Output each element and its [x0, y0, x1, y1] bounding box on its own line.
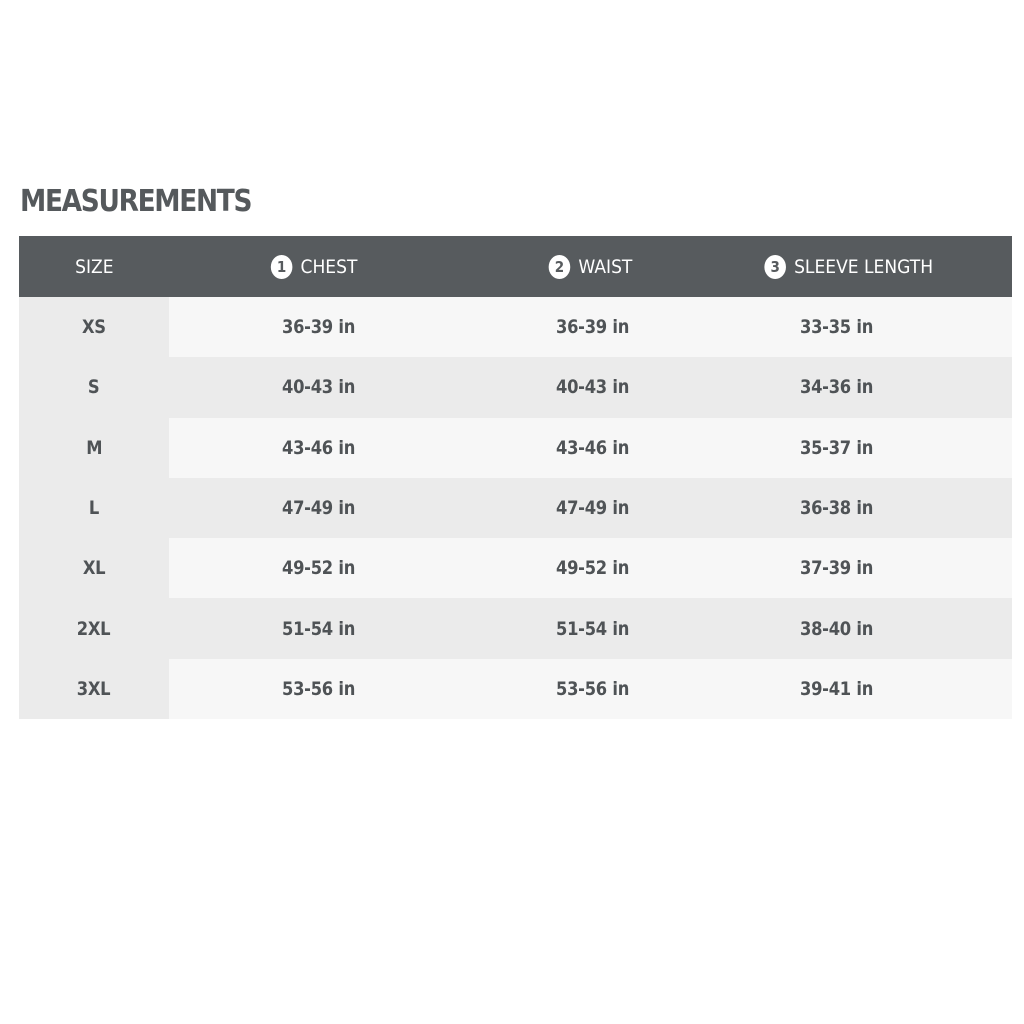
chest-cell: 40-43 in [169, 357, 469, 417]
header-size [19, 236, 169, 297]
chest-cell: 49-52 in [169, 538, 469, 598]
page-title: MEASUREMENTS [20, 184, 252, 219]
waist-cell: 40-43 in [469, 357, 674, 417]
size-cell: S [19, 357, 169, 417]
chest-cell: 53-56 in [169, 659, 469, 719]
waist-cell: 53-56 in [469, 659, 674, 719]
size-cell: XS [19, 297, 169, 357]
header-chest [169, 236, 469, 297]
sleeve-cell: 35-37 in [674, 418, 1012, 478]
header-sleeve-length [674, 236, 1012, 297]
sleeve-cell: 33-35 in [674, 297, 1012, 357]
waist-cell: 51-54 in [469, 598, 674, 658]
waist-cell: 49-52 in [469, 538, 674, 598]
chest-cell: 36-39 in [169, 297, 469, 357]
size-cell: L [19, 478, 169, 538]
size-cell: XL [19, 538, 169, 598]
header-size-label: SIZE [74, 255, 114, 278]
sleeve-cell: 34-36 in [674, 357, 1012, 417]
waist-cell: 43-46 in [469, 418, 674, 478]
header-waist-label: WAIST [578, 255, 633, 278]
table-row [19, 659, 1012, 719]
number-three-badge-icon: 3 [764, 255, 786, 279]
sleeve-cell: 39-41 in [674, 659, 1012, 719]
header-sleeve-length-label: SLEEVE LENGTH [794, 255, 934, 278]
size-cell: 2XL [19, 598, 169, 658]
number-one-badge-icon: 1 [271, 255, 293, 279]
size-cell: M [19, 418, 169, 478]
table-body [19, 297, 1012, 719]
chest-cell: 47-49 in [169, 478, 469, 538]
table-header [19, 236, 1012, 297]
waist-cell: 47-49 in [469, 478, 674, 538]
number-two-badge-icon: 2 [549, 255, 571, 279]
table-row [19, 418, 1012, 478]
size-cell: 3XL [19, 659, 169, 719]
measurements-table [19, 236, 1012, 719]
chest-cell: 51-54 in [169, 598, 469, 658]
header-waist [469, 236, 674, 297]
header-chest-label: CHEST [300, 255, 358, 278]
waist-cell: 36-39 in [469, 297, 674, 357]
sleeve-cell: 36-38 in [674, 478, 1012, 538]
table-row [19, 598, 1012, 658]
table-row [19, 297, 1012, 357]
header-row [19, 236, 1012, 297]
table-row [19, 478, 1012, 538]
sleeve-cell: 38-40 in [674, 598, 1012, 658]
chest-cell: 43-46 in [169, 418, 469, 478]
table-row [19, 538, 1012, 598]
sleeve-cell: 37-39 in [674, 538, 1012, 598]
table-row [19, 357, 1012, 417]
